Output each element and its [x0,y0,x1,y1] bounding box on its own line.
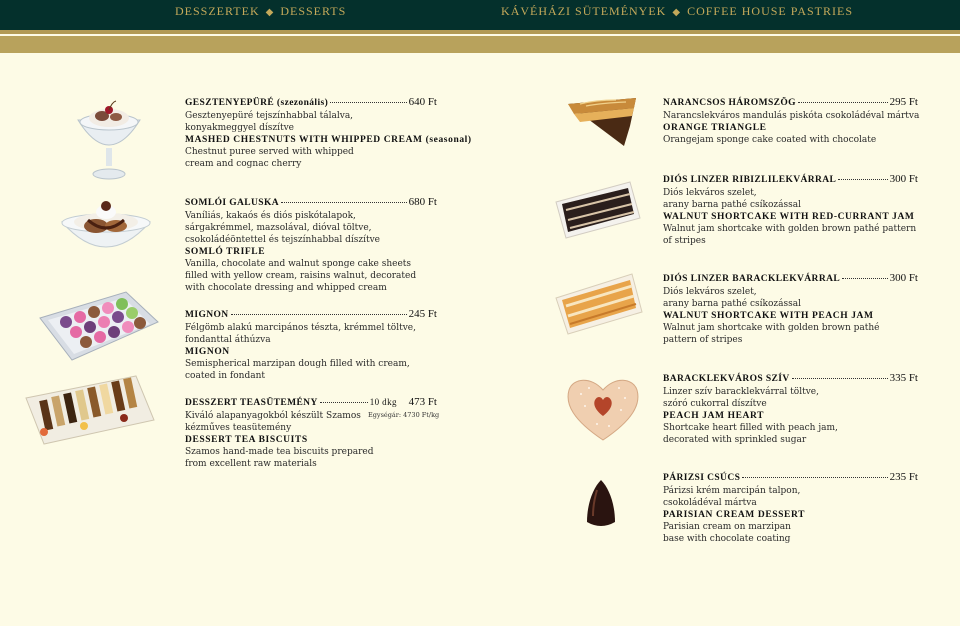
item-title-en: ORANGE TRIANGLE [663,123,767,133]
item-desc-hu: Párizsi krém marcipán talpon, [663,486,801,496]
walnut-shortcake-peach-image [554,272,644,336]
item-desc-hu: Kiváló alapanyagokból készült Szamos [185,411,361,421]
item-title: BARACKLEKVÁROS SZÍV [663,374,790,384]
item-desc-en: Orangejam sponge cake coated with chocolate [663,135,877,145]
item-price: 335 Ft [889,372,918,384]
item-desc-en: coated in fondant [185,371,266,381]
peach-jam-heart-image [563,374,643,444]
item-title-en: WALNUT SHORTCAKE WITH PEACH JAM [663,311,874,321]
mignon-box-image [34,288,162,366]
item-desc-hu: Narancslekváros mandulás piskóta csokoládéval mártva [663,111,920,121]
item-price: 640 Ft [408,96,437,108]
item-desc-en: Walnut jam shortcake with golden brown pathé pattern [663,224,917,234]
item-price: 473 Ft [408,396,437,408]
item-desc-en: Szamos hand-made tea biscuits prepared [185,447,374,457]
menu-item-walnut-redcurrant [663,173,918,247]
menu-item-somloi-galuska [185,196,437,294]
item-desc-en: decorated with sprinkled sugar [663,435,807,445]
item-desc-en: Semispherical marzipan dough filled with cream, [185,359,410,369]
item-desc-hu: Vaníliás, kakaós és diós piskótalapok, [185,211,356,221]
item-title: DIÓS LINZER RIBIZLILEKVÁRRAL [663,175,837,185]
item-title: MIGNON [185,310,229,320]
item-desc-hu: konyakmeggyel díszítve [185,123,295,133]
orange-triangle-image [566,96,640,152]
item-title-en: SOMLÓ TRIFLE [185,247,266,257]
dot-leader [742,477,887,478]
dot-leader [838,179,887,180]
header-right-en: COFFEE HOUSE PASTRIES [687,4,853,18]
item-title-en: MIGNON [185,347,230,357]
header-right-title [501,4,853,19]
diamond-icon: ◆ [265,7,275,18]
diamond-icon: ◆ [672,7,682,18]
item-desc-en: Parisian cream on marzipan [663,522,791,532]
item-price: 300 Ft [889,272,918,284]
item-title: DIÓS LINZER BARACKLEKVÁRRAL [663,274,841,284]
item-title-en: WALNUT SHORTCAKE WITH RED-CURRANT JAM [663,212,915,222]
menu-item-orange-triangle [663,96,918,146]
item-title: GESZTENYEPÜRÉ (szezonális) [185,98,329,108]
item-desc-en: from excellent raw materials [185,459,317,469]
chestnut-puree-glass-image [72,100,146,184]
item-desc-en: of stripes [663,236,706,246]
menu-item-peach-heart [663,372,918,446]
item-desc-en: Walnut jam shortcake with golden brown pathé [663,323,880,333]
menu-item-parisian-cream [663,471,918,545]
dot-leader [792,378,888,379]
item-desc-en: base with chocolate coating [663,534,791,544]
dot-leader [320,402,368,403]
item-title: DESSZERT TEASÜTEMÉNY [185,398,318,408]
item-desc-hu: Félgömb alakú marcipános tészta, krémmel töltve, [185,323,416,333]
item-price: 235 Ft [889,471,918,483]
item-desc-hu: arany barna pathé csíkozással [663,200,801,210]
walnut-shortcake-redcurrant-image [554,180,642,240]
unit-price: Egységár: 4730 Ft/kg [368,411,440,419]
header-left-hu: DESSZERTEK [175,4,260,18]
dot-leader [842,278,887,279]
item-desc-hu: csokoládéöntettel és tejszínhabbal díszítve [185,235,381,245]
item-title: PÁRIZSI CSÚCS [663,473,741,483]
menu-item-mignon [185,308,437,382]
item-title-en: PEACH JAM HEART [663,411,765,421]
parisian-cream-dessert-image [585,478,617,530]
item-desc-hu: csokoládéval mártva [663,498,757,508]
header-right-hu: KÁVÉHÁZI SÜTEMÉNYEK [501,4,667,18]
item-title: SOMLÓI GALUSKA [185,198,280,208]
menu-item-chestnut-puree [185,96,472,170]
item-desc-hu: kézműves teasütemény [185,423,292,433]
menu-item-walnut-peach [663,272,918,346]
item-title-en: DESSERT TEA BISCUITS [185,435,308,445]
item-desc-en: Shortcake heart filled with peach jam, [663,423,838,433]
item-price: 300 Ft [889,173,918,185]
dot-leader [798,102,888,103]
dot-leader [231,314,407,315]
item-desc-en: Chestnut puree served with whipped [185,147,354,157]
item-desc-en: pattern of stripes [663,335,743,345]
menu-item-tea-biscuits [185,396,440,470]
item-desc-en: Vanilla, chocolate and walnut sponge cake sheets [185,259,412,269]
item-desc-hu: fondanttal áthúzva [185,335,271,345]
somloi-galuska-bowl-image [58,196,154,258]
item-title-en: MASHED CHESTNUTS WITH WHIPPED CREAM (seasonal) [185,135,472,145]
header-left-title [175,4,346,19]
item-desc-hu: Diós lekváros szelet, [663,287,757,297]
item-price: 295 Ft [889,96,918,108]
item-desc-hu: Gesztenyepüré tejszínhabbal tálalva, [185,111,354,121]
item-title: NARANCSOS HÁROMSZÖG [663,98,796,108]
item-weight: 10 dkg [369,397,397,407]
item-desc-hu: Diós lekváros szelet, [663,188,757,198]
item-desc-en: with chocolate dressing and whipped cream [185,283,387,293]
header-gold-line [0,30,960,34]
item-desc-hu: szóró cukorral díszítve [663,399,767,409]
item-price: 245 Ft [408,308,437,320]
item-desc-en: filled with yellow cream, raisins walnut, decorated [185,271,417,281]
item-desc-en: cream and cognac cherry [185,159,302,169]
item-desc-hu: Linzer szív baracklekvárral töltve, [663,387,819,397]
item-desc-hu: sárgakrémmel, mazsolával, dióval töltve, [185,223,372,233]
header-left-en: DESSERTS [280,4,347,18]
dot-leader [330,102,406,103]
item-title-en: PARISIAN CREAM DESSERT [663,510,806,520]
header-gold-bar [0,36,960,53]
tea-biscuits-plate-image [24,374,156,446]
item-price: 680 Ft [408,196,437,208]
dot-leader [281,202,407,203]
item-desc-hu: arany barna pathé csíkozással [663,299,801,309]
